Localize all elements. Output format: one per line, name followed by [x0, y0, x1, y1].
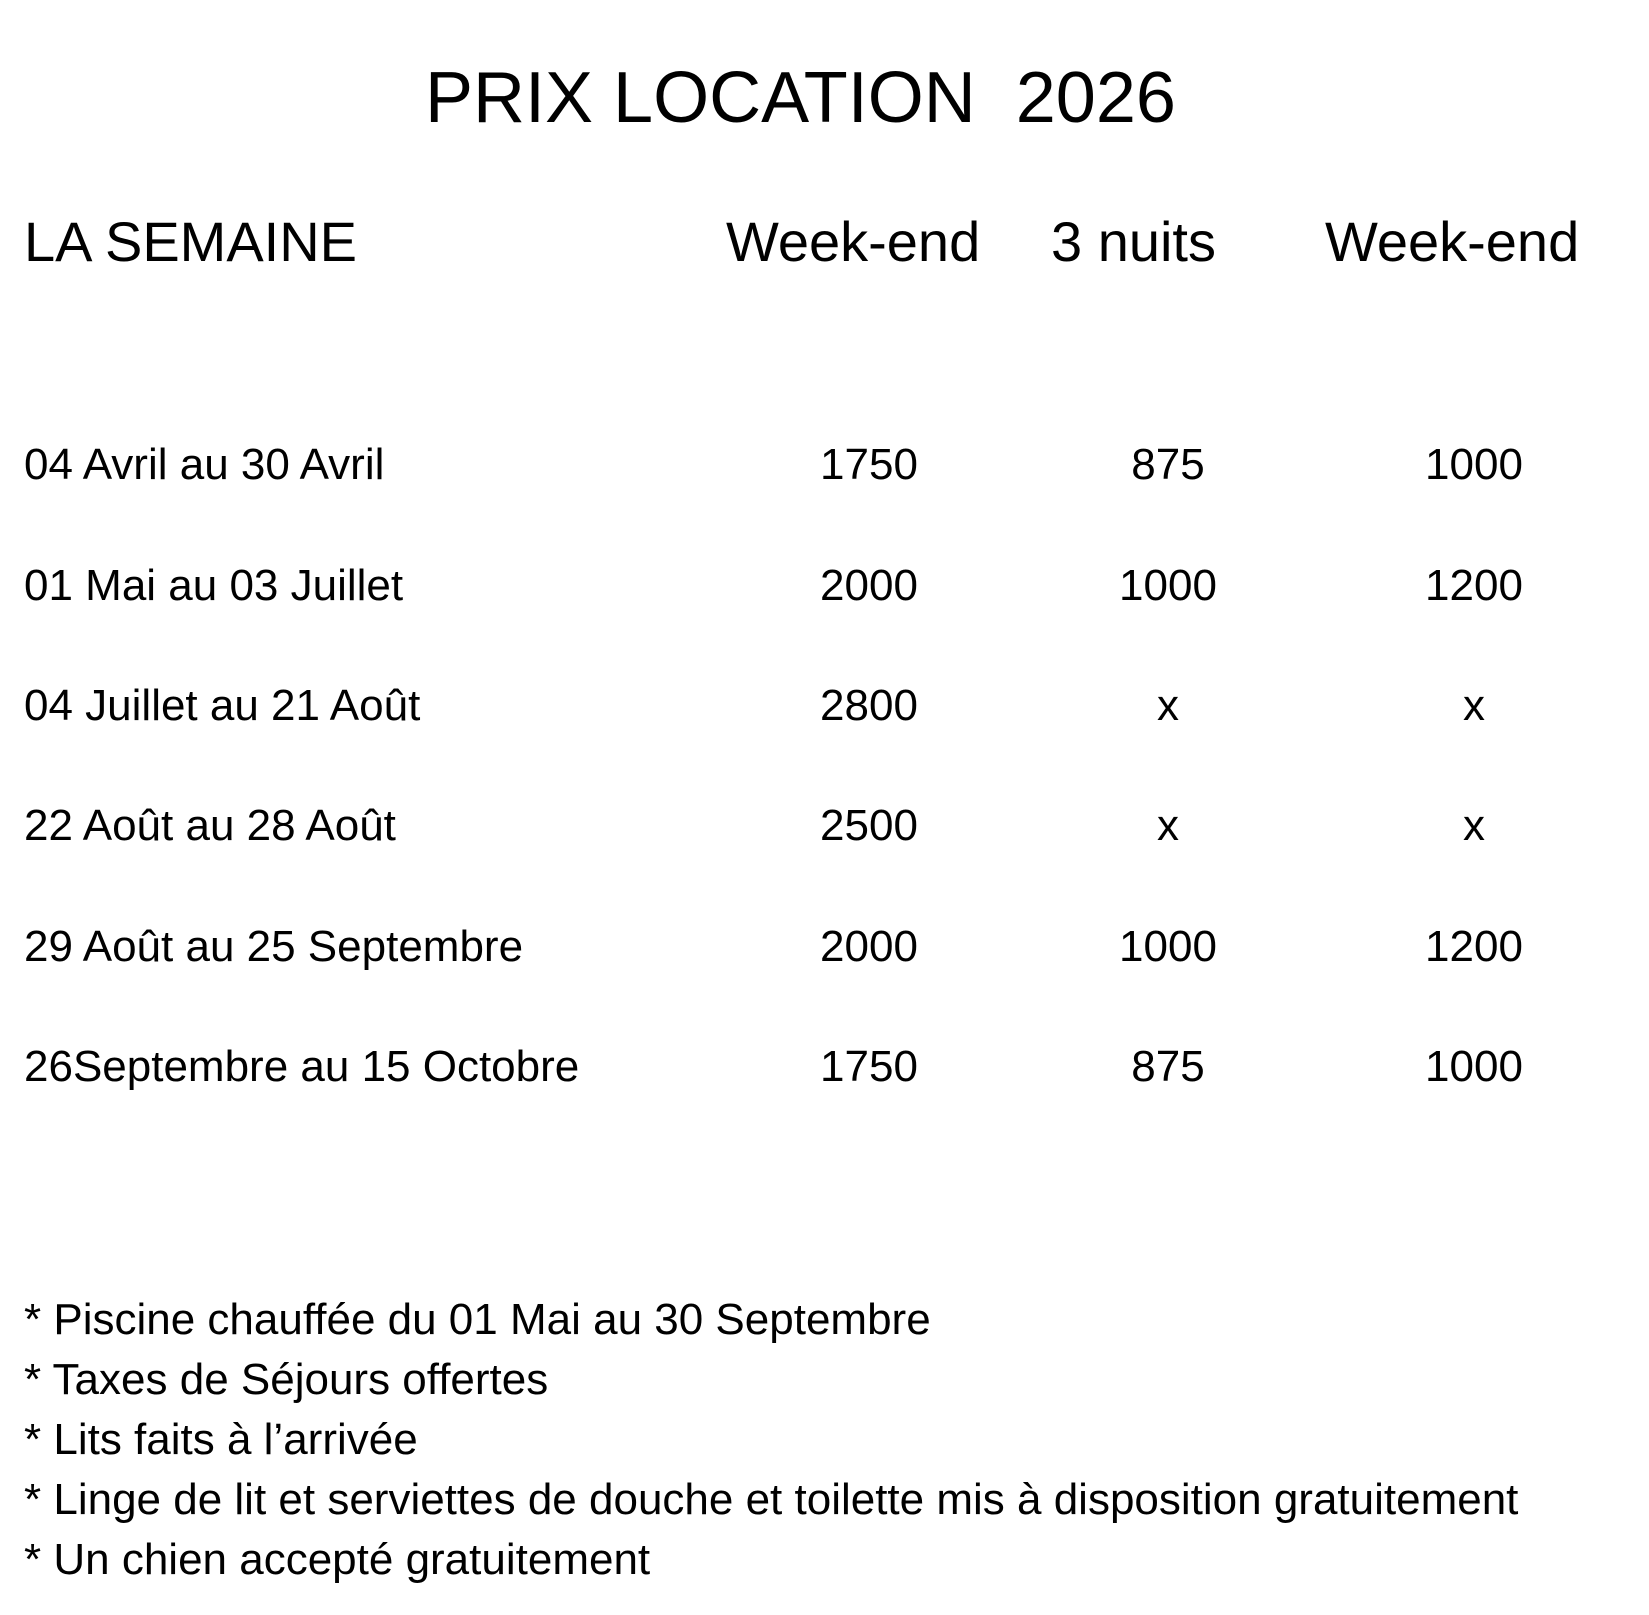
row-price-weekend: 2000: [820, 561, 918, 610]
row-price-3-nuits: x: [1157, 681, 1179, 730]
row-price-weekend-2: 1200: [1425, 561, 1523, 610]
row-period: 04 Avril au 30 Avril: [24, 440, 385, 489]
header-weekend-2: Week-end: [1325, 210, 1580, 273]
row-price-weekend: 1750: [820, 440, 918, 489]
row-price-weekend: 2000: [820, 922, 918, 971]
row-period: 29 Août au 25 Septembre: [24, 922, 524, 971]
note-item: * Linge de lit et serviettes de douche et toilette mis à disposition gratuitement: [24, 1475, 1519, 1524]
header-weekend-1: Week-end: [726, 210, 981, 273]
note-item: * Taxes de Séjours offertes: [24, 1355, 549, 1404]
note-item: * Un chien accepté gratuitement: [24, 1535, 651, 1584]
price-row: [0, 437, 1649, 493]
price-row: [0, 678, 1649, 734]
row-price-3-nuits: 875: [1131, 440, 1205, 489]
price-row: [0, 558, 1649, 614]
row-price-weekend-2: x: [1463, 801, 1485, 850]
row-period: 01 Mai au 03 Juillet: [24, 561, 404, 610]
row-price-3-nuits: 1000: [1119, 561, 1217, 610]
row-price-weekend: 2500: [820, 801, 918, 850]
price-row: [0, 798, 1649, 854]
price-row: [0, 919, 1649, 975]
row-price-3-nuits: x: [1157, 801, 1179, 850]
row-price-3-nuits: 1000: [1119, 922, 1217, 971]
notes-list: [24, 1290, 1518, 1590]
price-row: [0, 1039, 1649, 1095]
row-price-weekend-2: 1000: [1425, 440, 1523, 489]
row-price-weekend: 2800: [820, 681, 918, 730]
row-price-weekend-2: 1000: [1425, 1042, 1523, 1091]
row-period: 04 Juillet au 21 Août: [24, 681, 421, 730]
row-price-weekend-2: x: [1463, 681, 1485, 730]
row-price-weekend: 1750: [820, 1042, 918, 1091]
row-period: 26Septembre au 15 Octobre: [24, 1042, 580, 1091]
note-item: * Lits faits à l’arrivée: [24, 1415, 418, 1464]
note-item: * Piscine chauffée du 01 Mai au 30 Septembre: [24, 1295, 931, 1344]
header-3-nuits: 3 nuits: [1051, 210, 1216, 273]
row-period: 22 Août au 28 Août: [24, 801, 396, 850]
row-price-weekend-2: 1200: [1425, 922, 1523, 971]
page-title-text: PRIX LOCATION 2026: [425, 58, 1176, 138]
row-price-3-nuits: 875: [1131, 1042, 1205, 1091]
header-period: LA SEMAINE: [24, 210, 358, 273]
